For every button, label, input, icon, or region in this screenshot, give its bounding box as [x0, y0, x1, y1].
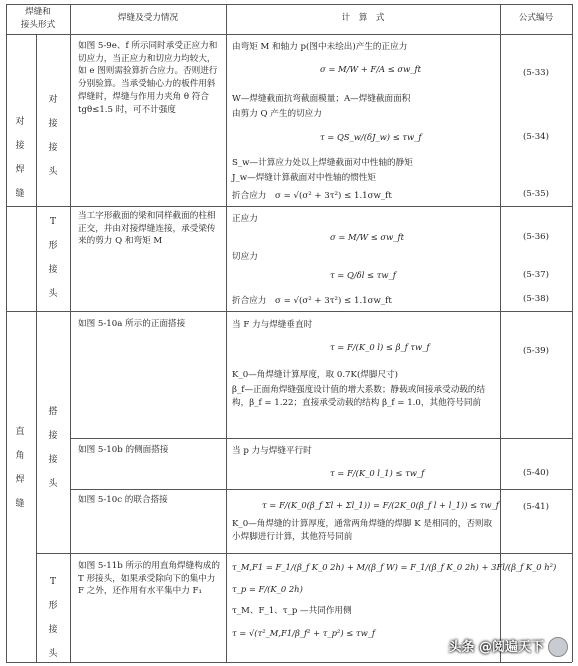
row3-condition: 当 F 力与焊缝垂直时 — [232, 320, 313, 330]
row1-description: 如图 5-9e、f 所示同时承受正应力和切应力，当正应力和切应力均较大，如 e 图则需验算折合应力。否则进行分别验算。当承受轴心力的板件用斜焊缝时，焊缝与作用力夹角 θ 符合 tgθ≤1.5 时，可不计强度 — [78, 41, 218, 115]
rule — [6, 4, 572, 5]
header-formula: 计 算 式 — [341, 13, 385, 23]
group-t-joint-fillet: T形接头 — [48, 577, 58, 659]
formula-number: (5-33) — [522, 68, 549, 78]
row1-note-w: W—焊缝截面抗弯截面模量；A—焊缝截面面积 — [232, 94, 411, 104]
rule — [6, 311, 572, 312]
rule — [70, 489, 572, 490]
row2-description: 当工字形截面的梁和同样截面的柱相正交，并由对接焊缝连接，承受梁传来的剪力 Q 和弯矩 M — [78, 211, 216, 247]
row1-note-jw: J_w—焊缝计算截面对中性轴的惯性矩 — [232, 173, 377, 183]
formula-5-39: τ = F/(K_0 l) ≤ β_f τw_f — [330, 342, 430, 352]
row4-condition: 当 p 力与焊缝平行时 — [232, 446, 312, 456]
rule — [70, 4, 71, 662]
formula-5-41: τ = F/(K_0(β_f Σl + Σl_1)) = F/(2K_0(β_f l + l_1)) ≤ τw_f — [262, 500, 499, 510]
formula-number: (5-40) — [522, 468, 549, 478]
group-butt-joint: 对接接头 — [48, 95, 58, 177]
rule — [70, 438, 572, 439]
formula-tau-combined: τ = √(τ²_M,F1/β_f² + τ_p²) ≤ τw_f — [232, 628, 376, 638]
row3-note-beta: β_f—正面角焊缝强度设计值的增大系数；静载或间接承受动载的结构，β_f = 1.22；直接承受动载的结构 β_f = 1.0，其他符号同前 — [232, 385, 486, 408]
row2-shear-stress-label: 切应力 — [232, 252, 258, 262]
header-weld-and-load: 焊缝及受力情况 — [117, 13, 179, 23]
row6-note: τ_M、F_1、τ_p —共同作用侧 — [232, 606, 352, 616]
formula-number: (5-39) — [522, 346, 549, 356]
formula-tau-p: τ_p = F/(K_0 2h) — [232, 584, 303, 594]
group-butt-weld: 对接焊缝 — [15, 117, 25, 199]
row5-description: 如图 5-10c 的联合搭接 — [78, 495, 168, 505]
formula-number: (5-41) — [522, 502, 549, 512]
rule — [572, 4, 573, 662]
group-t-joint: T形接头 — [48, 217, 58, 299]
group-fillet-weld: 直角焊缝 — [15, 427, 25, 509]
formula-5-33: σ = M/W + F/A ≤ σw_ft — [320, 64, 421, 74]
formula-number: (5-35) — [522, 189, 549, 199]
header-text: 接头形式 — [20, 19, 56, 30]
watermark — [448, 636, 568, 658]
formula-number: (5-37) — [522, 270, 549, 280]
rule — [36, 553, 572, 554]
row5-note: K_0—角焊缝的计算厚度，通常两角焊缝的焊脚 K 是相同的，否则取小焊脚进行计算，其他符号同前 — [232, 519, 493, 542]
row4-description: 如图 5-10b 的侧面搭接 — [78, 445, 169, 455]
formula-number: (5-34) — [522, 132, 549, 142]
formula-number: (5-38) — [522, 294, 549, 304]
rule — [36, 34, 37, 662]
formula-5-35: 折合应力 σ = √(σ² + 3τ²) ≤ 1.1σw_ft — [232, 191, 392, 201]
formula-5-38: 折合应力 σ = √(σ² + 3τ²) ≤ 1.1σw_ft — [232, 296, 392, 306]
header-formula-number: 公式编号 — [518, 13, 554, 23]
formula-5-37: τ = Q/δl ≤ τw_f — [330, 270, 396, 280]
group-lap-joint: 搭接接头 — [48, 407, 58, 489]
watermark-text: 头条 @阅遍天下 — [448, 639, 544, 655]
row1-note-sw: S_w—计算应力处以上焊缝截面对中性轴的静矩 — [232, 158, 413, 168]
row1-note-shear: 由剪力 Q 产生的切应力 — [232, 109, 322, 119]
rule — [6, 206, 572, 207]
header-text: 焊缝和 — [25, 7, 51, 17]
formula-5-36: σ = M/W ≤ σw_ft — [330, 232, 404, 242]
formula-5-40: τ = F/(K_0 l_1) ≤ τw_f — [330, 468, 425, 478]
rule — [6, 34, 572, 35]
row3-note-k0: K_0—角焊缝计算厚度，取 0.7K(焊脚尺寸) — [232, 370, 399, 380]
header-joint-type — [6, 6, 70, 32]
row1-intro: 由弯矩 M 和轴力 p(图中未绘出)产生的正应力 — [232, 42, 408, 52]
avatar-icon — [548, 637, 568, 657]
row6-description: 如图 5-11b 所示的用直角焊缝构成的 T 形接头，如果承受除向下的集中力 F 之外，还作用有水平集中力 F₁ — [78, 561, 220, 597]
row2-normal-stress-label: 正应力 — [232, 214, 258, 224]
row3-description: 如图 5-10a 所示的正面搭接 — [78, 319, 186, 329]
rule — [6, 4, 7, 662]
formula-5-34: τ = QS_w/(δJ_w) ≤ τw_f — [320, 132, 422, 142]
formula-tau-mf1: τ_M,F1 = F_1/(β_f K_0 2h) + M/(β_f W) = F_1/(β_f K_0 2h) + 3Fl/(β_f K_0 h²) — [232, 562, 557, 572]
rule — [226, 4, 227, 662]
formula-number: (5-36) — [522, 232, 549, 242]
